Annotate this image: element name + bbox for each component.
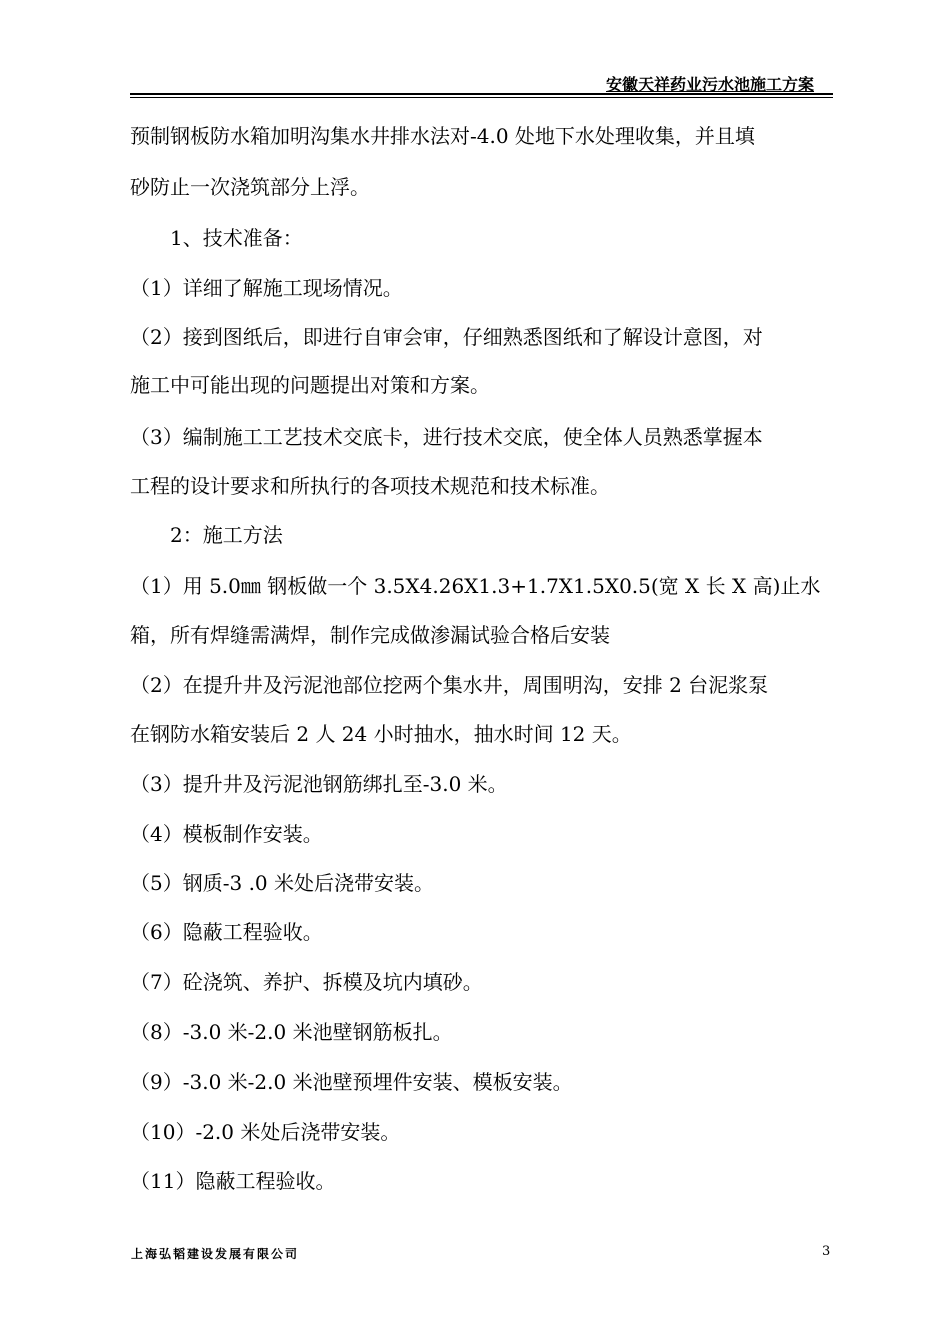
list-item-continuation: 施工中可能出现的问题提出对策和方案。 bbox=[130, 373, 490, 397]
header-title: 安徽天祥药业污水池施工方案 bbox=[606, 75, 815, 94]
footer-company-name: 上海弘韬建设发展有限公司 bbox=[131, 1247, 300, 1261]
list-item: （4）模板制作安装。 bbox=[130, 822, 323, 846]
list-item: （3）编制施工工艺技术交底卡，进行技术交底，使全体人员熟悉掌握本 bbox=[130, 425, 763, 449]
header-rule-thin bbox=[130, 97, 833, 98]
list-item: （3）提升井及污泥池钢筋绑扎至-3.0 米。 bbox=[130, 772, 508, 796]
list-item-continuation: 在钢防水箱安装后 2 人 24 小时抽水，抽水时间 12 天。 bbox=[130, 722, 632, 746]
section-heading: 1、技术准备： bbox=[170, 226, 303, 250]
list-item: （7）砼浇筑、养护、拆模及坑内填砂。 bbox=[130, 970, 483, 994]
list-item: （2）在提升井及污泥池部位挖两个集水井，周围明沟，安排 2 台泥浆泵 bbox=[130, 673, 769, 697]
paragraph-line: 预制钢板防水箱加明沟集水井排水法对-4.0 处地下水处理收集，并且填 bbox=[130, 124, 755, 148]
list-item: （1）用 5.0㎜ 钢板做一个 3.5X4.26X1.3+1.7X1.5X0.5(宽 X 长 X 高)止水 bbox=[130, 574, 821, 598]
section-heading: 2：施工方法 bbox=[170, 523, 283, 547]
list-item: （1）详细了解施工现场情况。 bbox=[130, 276, 403, 300]
list-item-continuation: 工程的设计要求和所执行的各项技术规范和技术标准。 bbox=[130, 474, 610, 498]
list-item: （2）接到图纸后，即进行自审会审，仔细熟悉图纸和了解设计意图，对 bbox=[130, 325, 763, 349]
page-number: 3 bbox=[822, 1244, 831, 1259]
list-item: （9）-3.0 米-2.0 米池壁预埋件安装、模板安装。 bbox=[130, 1070, 573, 1094]
list-item: （11）隐蔽工程验收。 bbox=[130, 1169, 336, 1193]
header-rule-thick bbox=[130, 93, 833, 95]
list-item: （10）-2.0 米处后浇带安装。 bbox=[130, 1120, 401, 1144]
list-item: （6）隐蔽工程验收。 bbox=[130, 920, 323, 944]
paragraph-line: 砂防止一次浇筑部分上浮。 bbox=[130, 175, 370, 199]
list-item: （5）钢质-3 .0 米处后浇带安装。 bbox=[130, 871, 435, 895]
list-item-continuation: 箱，所有焊缝需满焊，制作完成做渗漏试验合格后安装 bbox=[130, 623, 610, 647]
list-item: （8）-3.0 米-2.0 米池壁钢筋板扎。 bbox=[130, 1020, 453, 1044]
